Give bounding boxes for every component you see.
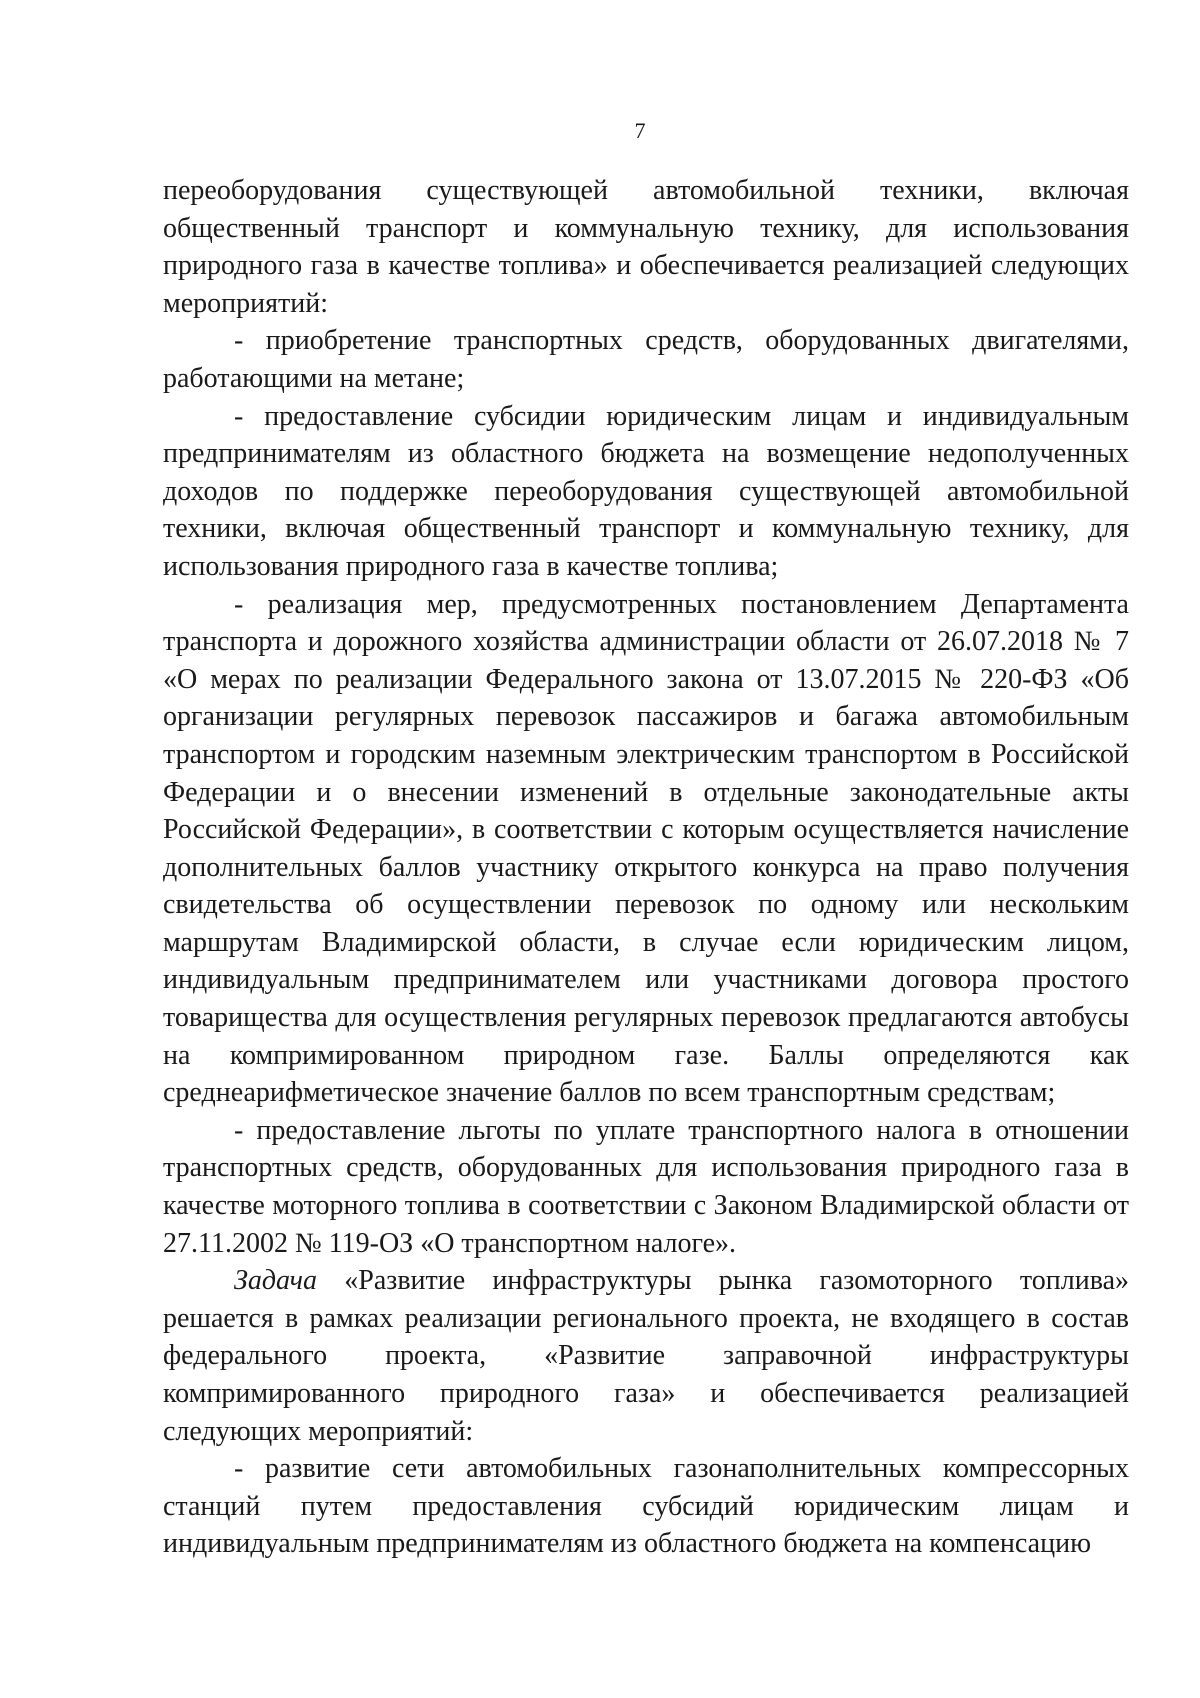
paragraph-list-item-tax-benefit: - предоставление льготы по уплате транспортного налога в отношении транспортных средств, оборудованных для использования природного газа в качестве моторного топлива в соответствии с Законом Владимирской области от 27.11.2002 № 119-ОЗ «О транспортном налоге». <box>163 1114 1129 1259</box>
paragraph-list-item-subsidy: - предоставление субсидии юридическим лицам и индивидуальным предпринимателям из областного бюджета на возмещение недополученных доходов по поддержке переоборудования существующей автомобильной техники, включая общественный транспорт и коммунальную технику, для использования природного газа в качестве топлива; <box>163 400 1129 582</box>
page-number: 7 <box>634 118 646 143</box>
task-label: Задача <box>234 1265 318 1297</box>
paragraph-list-item-resolution: - реализация мер, предусмотренных постановлением Департамента транспорта и дорожного хозяйства администрации области от 26.07.2018 № 7 «О мерах по реализации Федерального закона от 13.07.2015 № 220-ФЗ «Об организации регулярных перевозок пассажиров и багажа автомобильным транспортом и городским наземным электрическим транспортом в Российской Федерации и о внесении изменений в отдельные законодательные акты Российской Федерации», в соответствии с которым осуществляется начисление дополнительных баллов участнику открытого конкурса на право получения свидетельства об осуществлении перевозок по одному или нескольким маршрутам Владимирской области, в случае если юридическим лицом, индивидуальным предпринимателем или участниками договора простого товарищества для осуществления регулярных перевозок предлагаются автобусы на компримированном природном газе. Баллы определяются как среднеарифметическое значение баллов по всем транспортным средствам; <box>163 588 1129 1109</box>
paragraph-list-item-stations: - развитие сети автомобильных газонаполнительных компрессорных станций путем предоставления субсидий юридическим лицам и индивидуальным предпринимателям из областного бюджета на компенсацию <box>163 1453 1129 1560</box>
task-text: «Развитие инфраструктуры рынка газомоторного топлива» решается в рамках реализации регионального проекта, не входящего в состав федерального проекта, «Развитие заправочной инфраструктуры компримированного природного газа» и обеспечивается реализацией следующих мероприятий: <box>163 1265 1129 1447</box>
paragraph-continuation: переоборудования существующей автомобильной техники, включая общественный транспорт и коммунальную технику, для использования природного газа в качестве топлива» и обеспечивается реализацией следующих мероприятий: <box>163 175 1129 319</box>
paragraph-list-item-vehicles: - приобретение транспортных средств, оборудованных двигателями, работающими на метане; <box>163 325 1129 394</box>
document-body <box>163 172 1129 1563</box>
paragraph-task <box>163 1262 1129 1450</box>
